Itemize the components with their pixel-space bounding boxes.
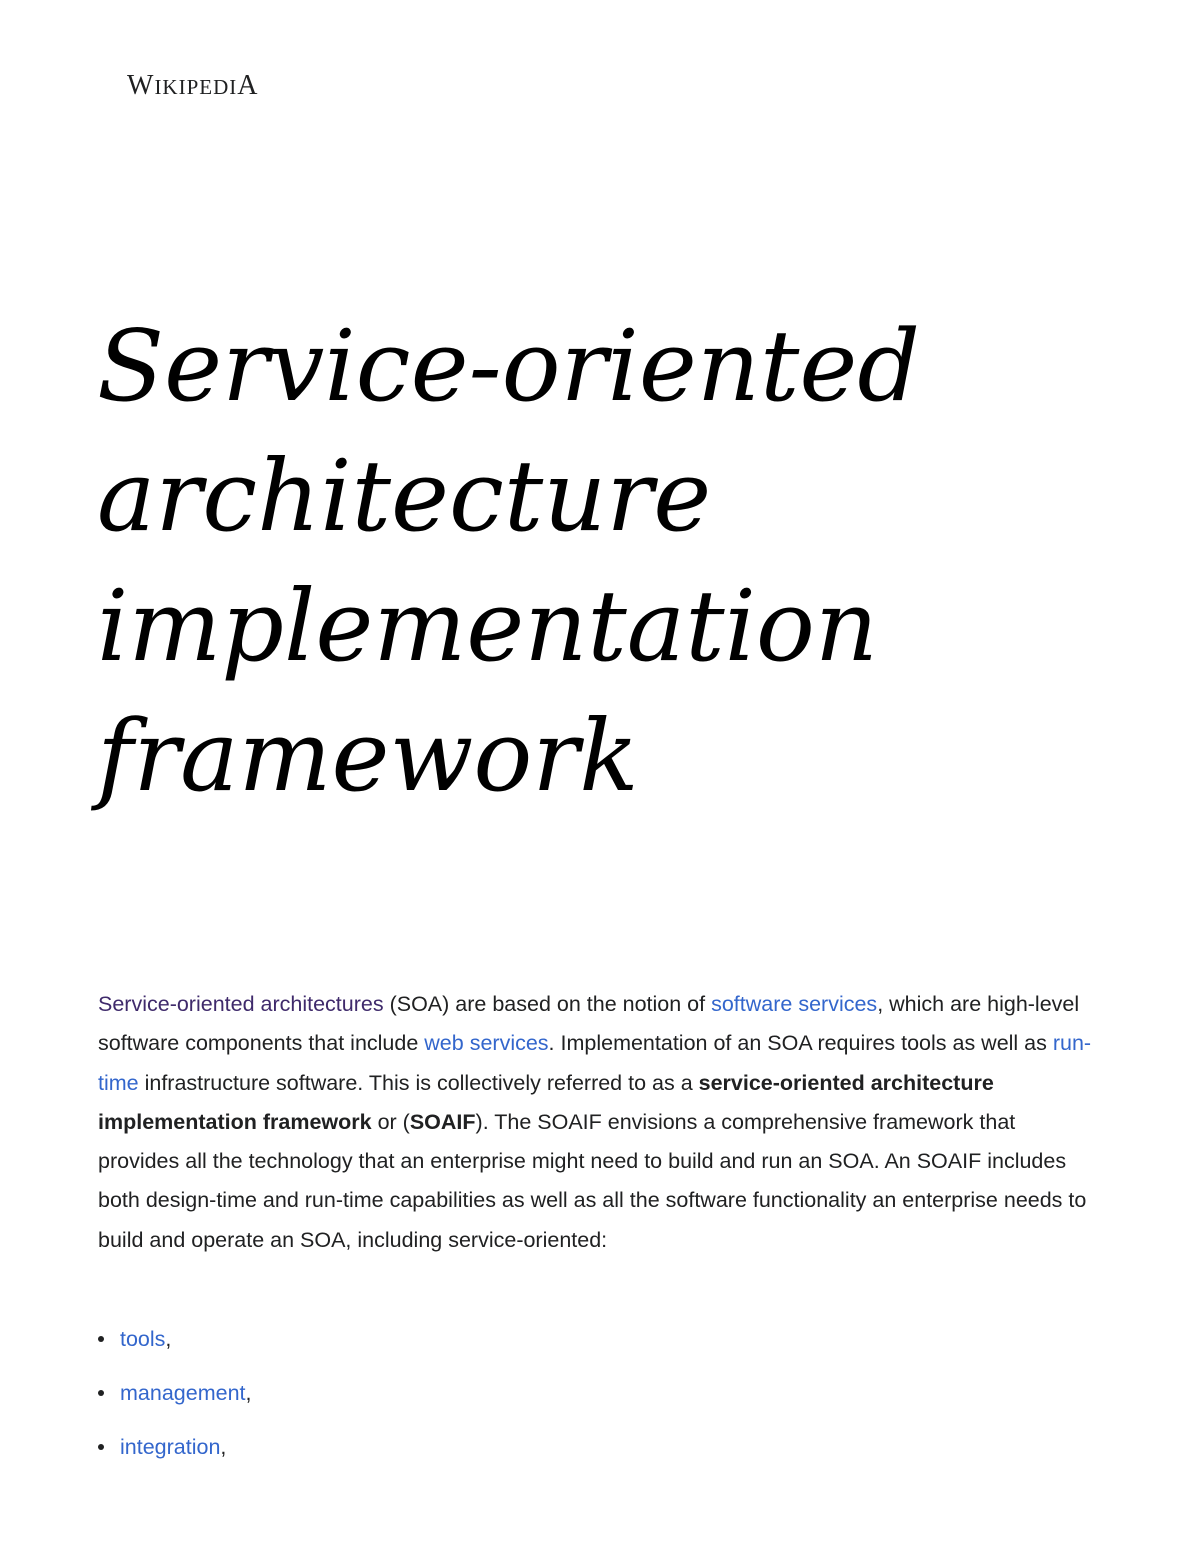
list-item bbox=[98, 1318, 251, 1372]
bullet-icon bbox=[98, 1390, 104, 1396]
wikipedia-wordmark[interactable] bbox=[127, 72, 259, 100]
intro-text-4: infrastructure software. This is collectively referred to as a bbox=[138, 1070, 699, 1095]
intro-text-2: , which are high-level software components that include bbox=[98, 992, 1080, 1056]
link-service-oriented-architectures[interactable]: Service-oriented architectures bbox=[98, 992, 384, 1016]
link-web-services[interactable]: web services bbox=[424, 1031, 549, 1056]
list-item bbox=[98, 1372, 251, 1426]
list-item bbox=[98, 1426, 251, 1480]
intro-paragraph bbox=[98, 985, 1098, 1260]
bold-term-soaif: SOAIF bbox=[409, 1109, 476, 1134]
bullet-icon bbox=[98, 1336, 104, 1342]
title-line-4: framework bbox=[97, 700, 639, 814]
title-line-3: implementation bbox=[97, 570, 879, 684]
list-item-suffix: , bbox=[165, 1327, 172, 1351]
capability-list bbox=[98, 1318, 251, 1480]
intro-text-3: . Implementation of an SOA requires tools as well as bbox=[548, 1031, 1053, 1056]
title-line-1: Service-oriented bbox=[97, 310, 921, 424]
list-item-suffix: , bbox=[245, 1381, 252, 1405]
intro-text-1: (SOA) are based on the notion of bbox=[383, 992, 712, 1016]
link-software-services[interactable]: software services bbox=[711, 992, 878, 1016]
link-tools[interactable]: tools bbox=[120, 1327, 166, 1351]
title-line-2: architecture bbox=[97, 440, 712, 554]
link-management[interactable]: management bbox=[120, 1381, 246, 1405]
logo-initial: W bbox=[127, 70, 155, 101]
page-title bbox=[97, 302, 1057, 822]
logo-final: A bbox=[237, 70, 259, 101]
article-body bbox=[98, 985, 1098, 1260]
intro-text-5: or ( bbox=[371, 1109, 410, 1134]
logo-middle: IKIPEDI bbox=[154, 75, 238, 99]
link-run-time[interactable]: run-time bbox=[98, 1031, 1092, 1095]
list-item-suffix: , bbox=[220, 1435, 227, 1459]
bullet-icon bbox=[98, 1444, 104, 1450]
link-integration[interactable]: integration bbox=[120, 1435, 221, 1459]
bold-term-soaif-full: service-oriented architecture implementation framework bbox=[98, 1070, 994, 1134]
intro-text-6: ). The SOAIF envisions a comprehensive framework that provides all the technology that an enterprise might need to build and run an SOA. An SOAIF includes both design-time and run-time capabilities as well as all the software functionality an enterprise needs to build and operate an SOA, including service-oriented: bbox=[98, 1109, 1087, 1252]
